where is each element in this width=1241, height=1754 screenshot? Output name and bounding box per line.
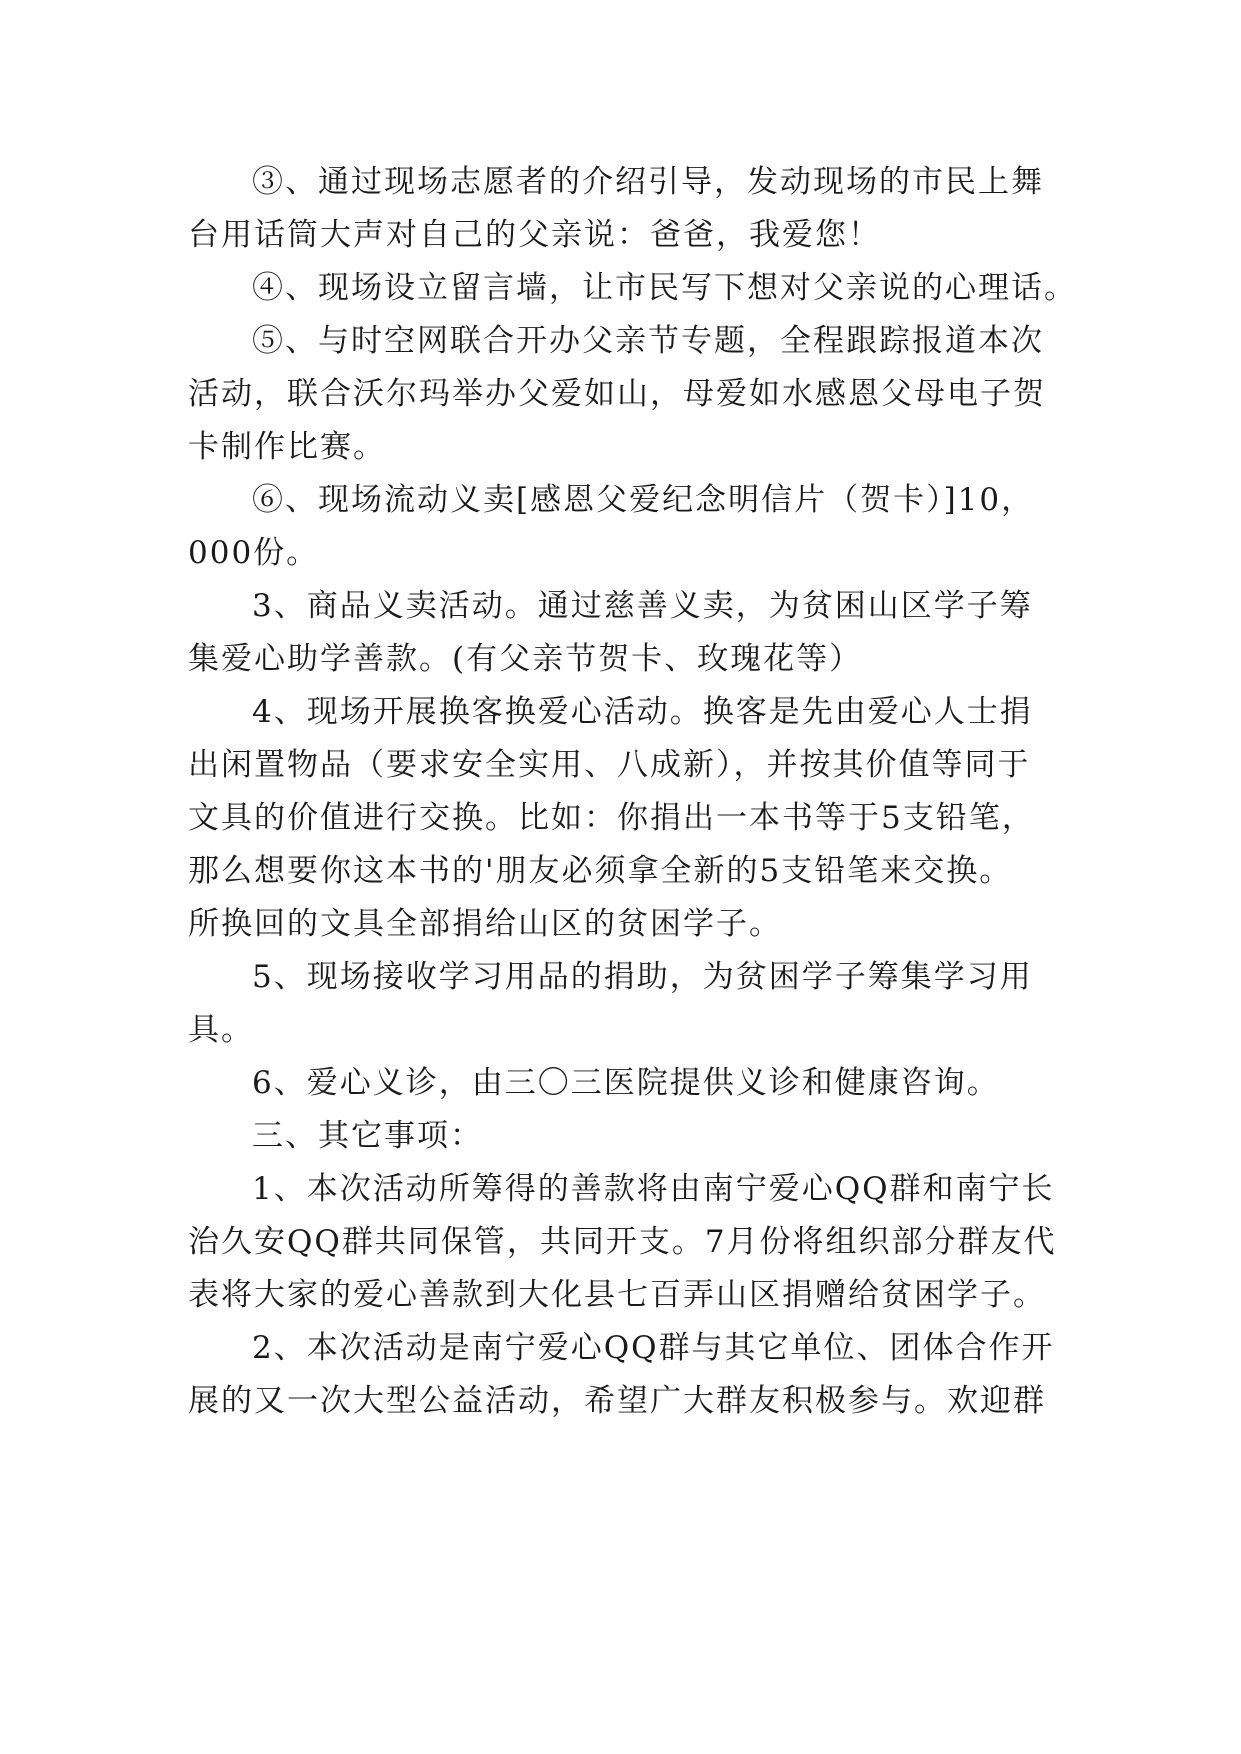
paragraph-line: 5、现场接收学习用品的捐助，为贫困学子筹集学习用 bbox=[252, 959, 1033, 995]
paragraph-line: ③、通过现场志愿者的介绍引导，发动现场的市民上舞 bbox=[252, 164, 1044, 200]
paragraph-line: 展的又一次大型公益活动，希望广大群友积极参与。欢迎群 bbox=[188, 1383, 1046, 1419]
paragraph-line: ④、现场设立留言墙，让市民写下想对父亲说的心理话。 bbox=[252, 270, 1077, 306]
paragraph-line: 所换回的文具全部捐给山区的贫困学子。 bbox=[188, 906, 782, 942]
paragraph-line: 出闲置物品（要求安全实用、八成新），并按其价值等同于 bbox=[188, 747, 1031, 783]
section-heading: 三、其它事项： bbox=[252, 1118, 483, 1154]
paragraph-line: ⑤、与时空网联合开办父亲节专题，全程跟踪报道本次 bbox=[252, 323, 1044, 359]
paragraph-line: 3、商品义卖活动。通过慈善义卖，为贫困山区学子筹 bbox=[252, 588, 1033, 624]
paragraph-line: 卡制作比赛。 bbox=[188, 429, 386, 465]
paragraph-line: 具。 bbox=[188, 1012, 254, 1048]
paragraph-line: 表将大家的爱心善款到大化县七百弄山区捐赠给贫困学子。 bbox=[188, 1277, 1046, 1313]
paragraph-line: 1、本次活动所筹得的善款将由南宁爱心QQ群和南宁长 bbox=[252, 1171, 1055, 1207]
paragraph-line: 活动，联合沃尔玛举办父爱如山，母爱如水感恩父母电子贺 bbox=[188, 376, 1046, 412]
paragraph-line: 台用话筒大声对自己的父亲说：爸爸，我爱您！ bbox=[188, 217, 881, 253]
paragraph-line: 2、本次活动是南宁爱心QQ群与其它单位、团体合作开 bbox=[252, 1330, 1055, 1366]
paragraph-line: 文具的价值进行交换。比如：你捐出一本书等于5支铅笔， bbox=[188, 800, 1035, 836]
paragraph-line: ⑥、现场流动义卖[感恩父爱纪念明信片（贺卡）]10， bbox=[252, 482, 1035, 518]
paragraph-line: 4、现场开展换客换爱心活动。换客是先由爱心人士捐 bbox=[252, 694, 1033, 730]
paragraph-line: 治久安QQ群共同保管，共同开支。7月份将组织部分群友代 bbox=[188, 1224, 1057, 1260]
paragraph-line: 000份。 bbox=[188, 535, 320, 571]
paragraph-line: 6、爱心义诊，由三〇三医院提供义诊和健康咨询。 bbox=[252, 1065, 1000, 1101]
paragraph-line: 那么想要你这本书的'朋友必须拿全新的5支铅笔来交换。 bbox=[188, 853, 1013, 889]
paragraph-line: 集爱心助学善款。(有父亲节贺卡、玫瑰花等） bbox=[188, 641, 863, 677]
